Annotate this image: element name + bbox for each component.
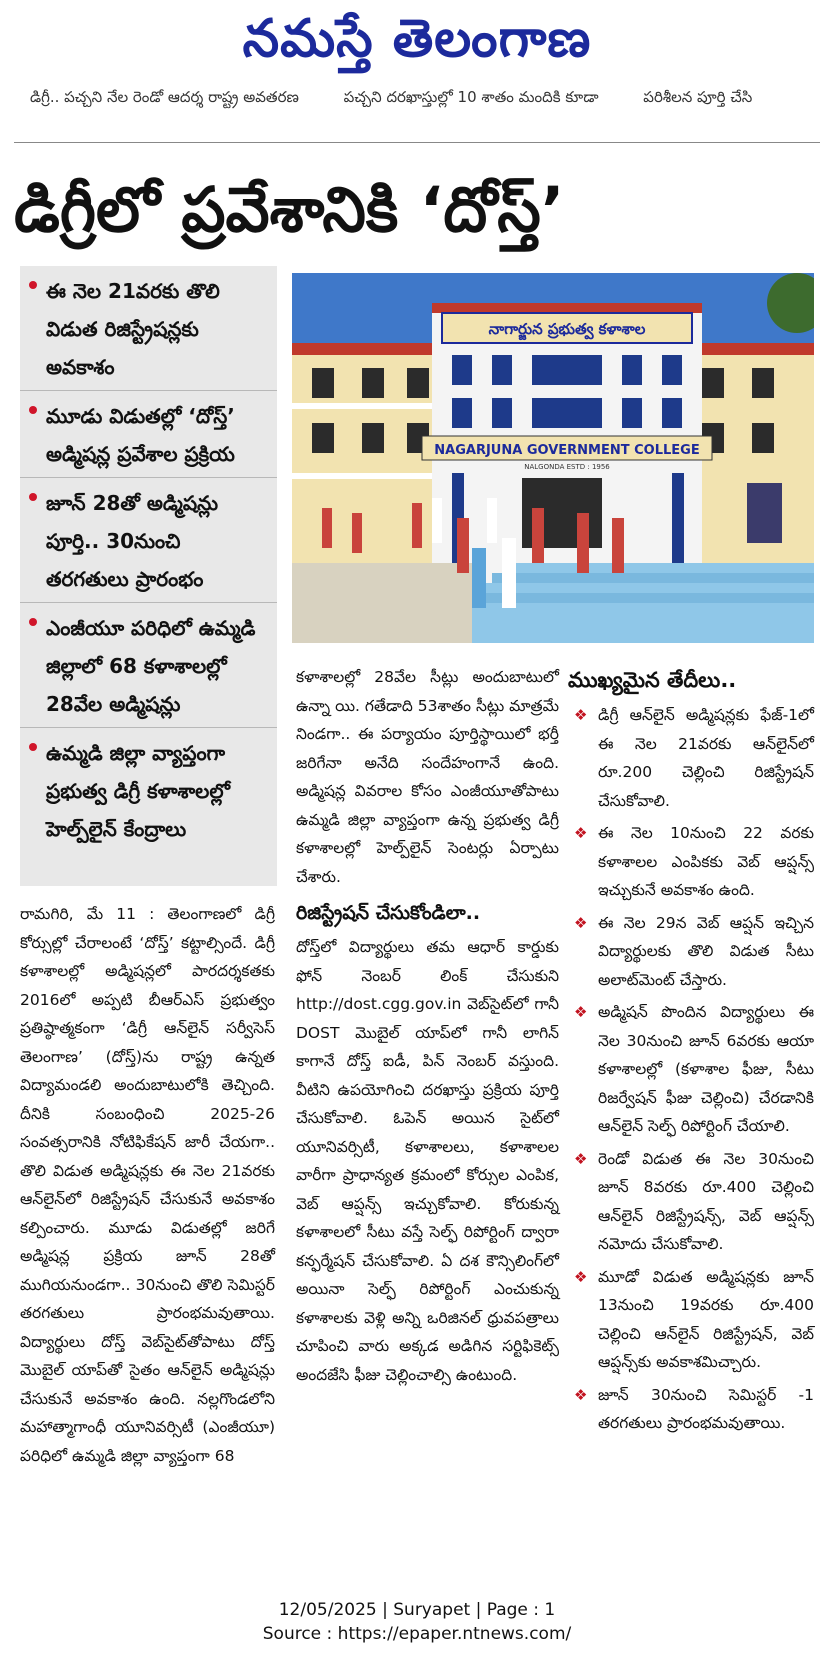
- diamond-bullet-icon: ❖: [574, 706, 588, 724]
- photo-sign-sub: NALGONDA ESTD : 1956: [524, 463, 610, 471]
- highlights-box: [20, 266, 277, 886]
- highlight-item: [20, 266, 277, 391]
- highlight-item: [20, 603, 277, 728]
- date-text: మూడో విడుత అడ్మిషన్లకు జూన్ 13నుంచి 19వరకు రూ.400 చెల్లించి ఆన్‌లైన్ రిజిస్ట్రేషన్, వెబ్ ఆప్షన్స్‌కు అవకాశమిచ్చారు.: [598, 1267, 814, 1371]
- photo-sign-telugu: నాగార్జున ప్రభుత్వ కళాశాల: [488, 320, 646, 338]
- date-text: ఈ నెల 10నుంచి 22 వరకు కళాశాలల ఎంపికకు వెబ్ ఆప్షన్స్ ఇచ్చుకునే అవకాశం ఉంది.: [598, 824, 814, 899]
- date-item: [568, 998, 814, 1141]
- diamond-bullet-icon: ❖: [574, 1003, 588, 1021]
- article-body: దోస్త్‌లో విద్యార్థులు తమ ఆధార్ కార్డుకు ఫోన్ నెంబర్ లింక్ చేసుకుని http://dost.cgg.gov.in వెబ్‌సైట్‌లో గానీ DOST మొబైల్ యాప్‌లో గానీ లాగిన్ కాగానే దోస్త్ ఐడీ, పిన్ నెంబర్ వస్తుంది. వీటిని ఉపయోగించి దరఖాస్తు ప్రక్రియ పూర్తి చేసుకోవాలి. ఓపెన్ అయిన సైట్‌లో యూనివర్సిటీ, కళాశాలలు, కళాశాలల వారీగా ప్రాధాన్యత క్రమంలో కోర్సుల ఎంపిక, వెబ్ ఆప్షన్స్ ఇచ్చుకోవాలి. కోరుకున్న కళాశాలలో సీటు వస్తే సెల్ఫ్ రిపోర్టింగ్ ద్వారా కన్ఫర్మేషన్ చేసుకోవాలి. ఏ దశ కౌన్సిలింగ్‌లో అయినా సెల్ఫ్ రిపోర్టింగ్ ఎంచుకున్న కళాశాలకు వెళ్లి అన్ని ఒరిజినల్ ధ్రువపత్రాలు చూపించి వారు అక్కడ అడిగిన సర్టిఫికెట్స్ అందజేసి ఫీజు చెల్లించాల్సి ఉంటుంది.: [296, 938, 559, 1384]
- article-body: కళాశాలల్లో 28వేల సీట్లు అందుబాటులో ఉన్నా యి. గతేడాది 53శాతం సీట్లు మాత్రమే నిండగా.. ఈ పర్యాయం పూర్తిస్థాయిలో భర్తీ జరిగేనా అనేది సందేహంగానే ఉంది. అడ్మిషన్ల వివరాల కోసం ఎంజీయూతోపాటు ఉమ్మడి జిల్లా వ్యాప్తంగా ఉన్న ప్రభుత్వ డిగ్రీ కళాశాలల్లో హెల్ప్‌లైన్ సెంటర్లు ఏర్పాటు చేశారు.: [296, 668, 559, 886]
- highlight-item: [20, 728, 277, 852]
- date-item: [568, 819, 814, 905]
- ticker-item: పరిశీలన పూర్తి చేసి: [643, 88, 753, 106]
- highlight-item: [20, 478, 277, 603]
- highlight-item: [20, 391, 277, 478]
- diamond-bullet-icon: ❖: [574, 1267, 588, 1286]
- date-text: జూన్ 30నుంచి సెమిస్టర్ -1 తరగతులు ప్రారంభమవుతాయి.: [598, 1385, 814, 1432]
- highlight-text: ఉమ్మడి జిల్లా వ్యాప్తంగా ప్రభుత్వ డిగ్రీ కళాశాలల్లో హెల్ప్‌లైన్ కేంద్రాలు: [46, 741, 230, 841]
- masthead-title: నమస్తే తెలంగాణ: [242, 9, 592, 69]
- photo-sign-english: NAGARJUNA GOVERNMENT COLLEGE: [434, 443, 700, 458]
- article-column-2: [296, 663, 559, 1389]
- highlight-text: ఎంజీయూ పరిధిలో ఉమ్మడి జిల్లాలో 68 కళాశాలల్లో 28వేల అడ్మిషన్లు: [46, 616, 256, 716]
- page-footer-source: [0, 1624, 834, 1644]
- bullet-icon: [29, 493, 37, 501]
- diamond-bullet-icon: ❖: [574, 824, 588, 842]
- section-subhead: రిజిస్ట్రేషన్ చేసుకోండిలా..: [296, 902, 481, 924]
- date-text: అడ్మిషన్ పొందిన విద్యార్థులు ఈ నెల 30నుంచి జూన్ 6వరకు ఆయా కళాశాలల్లో (కళాశాల ఫీజు, సీటు రిజర్వేషన్ ఫీజు చెల్లించి) చేరడానికి ఆన్‌లైన్ సెల్ఫ్ రిపోర్టింగ్ చేయాలి.: [598, 1003, 814, 1135]
- ticker-item: పచ్చని దరఖాస్తుల్లో 10 శాతం మందికి కూడా: [343, 88, 599, 106]
- date-item: [568, 909, 814, 995]
- divider: [14, 142, 820, 143]
- date-text: రెండో విడుత ఈ నెల 30నుంచి జూన్ 8వరకు రూ.400 చెల్లించి ఆన్‌లైన్ రిజిస్ట్రేషన్స్, వెబ్ ఆప్షన్స్ నమోదు చేసుకోవాలి.: [598, 1149, 814, 1253]
- page-footer-info: [0, 1600, 834, 1620]
- article-body: రామగిరి, మే 11 : తెలంగాణలో డిగ్రీ కోర్సుల్లో చేరాలంటే ‘దోస్త్’ కట్టాల్సిందే. డిగ్రీ కళాశాలల్లో అడ్మిషన్లలో పారదర్శకతకు 2016లో అప్పటి బీఆర్‌ఎస్ ప్రభుత్వం ప్రతిష్ఠాత్మకంగా ‘డిగ్రీ ఆన్‌లైన్ సర్వీసెస్ తెలంగాణ’ (దోస్త్)ను రాష్ట్ర ఉన్నత విద్యామండలి అందుబాటులోకి తెచ్చింది. దీనికి సంబంధించి 2025-26 సంవత్సరానికి నోటిఫికేషన్ జారీ చేయగా.. తొలి విడుత అడ్మిషన్లకు ఈ నెల 21వరకు ఆన్‌లైన్‌లో రిజిస్ట్రేషన్ చేసుకునే అవకాశం కల్పించారు. మూడు విడుతల్లో జరిగే అడ్మిషన్ల ప్రక్రియ జూన్ 28తో ముగియనుండగా.. 30నుంచి తొలి సెమిస్టర్ తరగతులు ప్రారంభమవుతాయి. విద్యార్థులు దోస్త్ వెబ్‌సైట్‌తోపాటు దోస్త్ మొబైల్ యాప్‌తో సైతం ఆన్‌లైన్ అడ్మిషన్లు చేసుకునే అవకాశం ఉంది. నల్లగొండలోని మహాత్మాగాంధీ యూనివర్సిటీ (ఎంజీయూ) పరిధిలో ఉమ్మడి జిల్లా వ్యాప్తంగా 68: [20, 905, 275, 1465]
- highlight-text: మూడు విడుతల్లో ‘దోస్త్’ అడ్మిషన్ల ప్రవేశాల ప్రక్రియ: [46, 404, 235, 466]
- footer-source-link[interactable]: Source : https://epaper.ntnews.com/: [262, 1624, 572, 1644]
- diamond-bullet-icon: ❖: [574, 1385, 588, 1404]
- article-headline: డిగ్రీలో ప్రవేశానికి ‘దోస్త్’: [14, 173, 565, 246]
- important-dates-title: ముఖ్యమైన తేదీలు..: [568, 668, 737, 692]
- date-text: ఈ నెల 29న వెబ్ ఆప్షన్ ఇచ్చిన విద్యార్థులకు తొలి విడుత సీటు అలాట్‌మెంట్ చేస్తారు.: [598, 913, 814, 989]
- college-photo: [292, 273, 814, 643]
- footer-date-edition: 12/05/2025 | Suryapet | Page : 1: [278, 1600, 556, 1620]
- newspaper-masthead: [0, 4, 834, 74]
- important-dates-column: [568, 663, 814, 1442]
- bullet-icon: [29, 281, 37, 289]
- date-text: డిగ్రీ ఆన్‌లైన్ అడ్మిషన్లకు ఫేజ్-1లో ఈ నెల 21వరకు ఆన్‌లైన్‌లో రూ.200 చెల్లించి రిజిస్ట్రేషన్ చేసుకోవాలి.: [598, 706, 814, 810]
- bullet-icon: [29, 618, 37, 626]
- article-column-1: [20, 900, 275, 1470]
- date-item: [568, 701, 814, 815]
- date-item: [568, 1263, 814, 1377]
- bullet-icon: [29, 743, 37, 751]
- ticker-item: డిగ్రీ.. పచ్చని నేల రెండో ఆదర్శ రాష్ట్ర అవతరణ: [30, 88, 299, 106]
- date-item: [568, 1381, 814, 1438]
- bullet-icon: [29, 406, 37, 414]
- news-ticker: [30, 88, 820, 114]
- diamond-bullet-icon: ❖: [574, 913, 588, 932]
- highlight-text: ఈ నెల 21వరకు తొలి విడుత రిజిస్ట్రేషన్లకు అవకాశం: [46, 279, 220, 379]
- date-item: [568, 1145, 814, 1259]
- diamond-bullet-icon: ❖: [574, 1149, 588, 1168]
- highlight-text: జూన్ 28తో అడ్మిషన్లు పూర్తి.. 30నుంచి తరగతులు ప్రారంభం: [46, 491, 219, 591]
